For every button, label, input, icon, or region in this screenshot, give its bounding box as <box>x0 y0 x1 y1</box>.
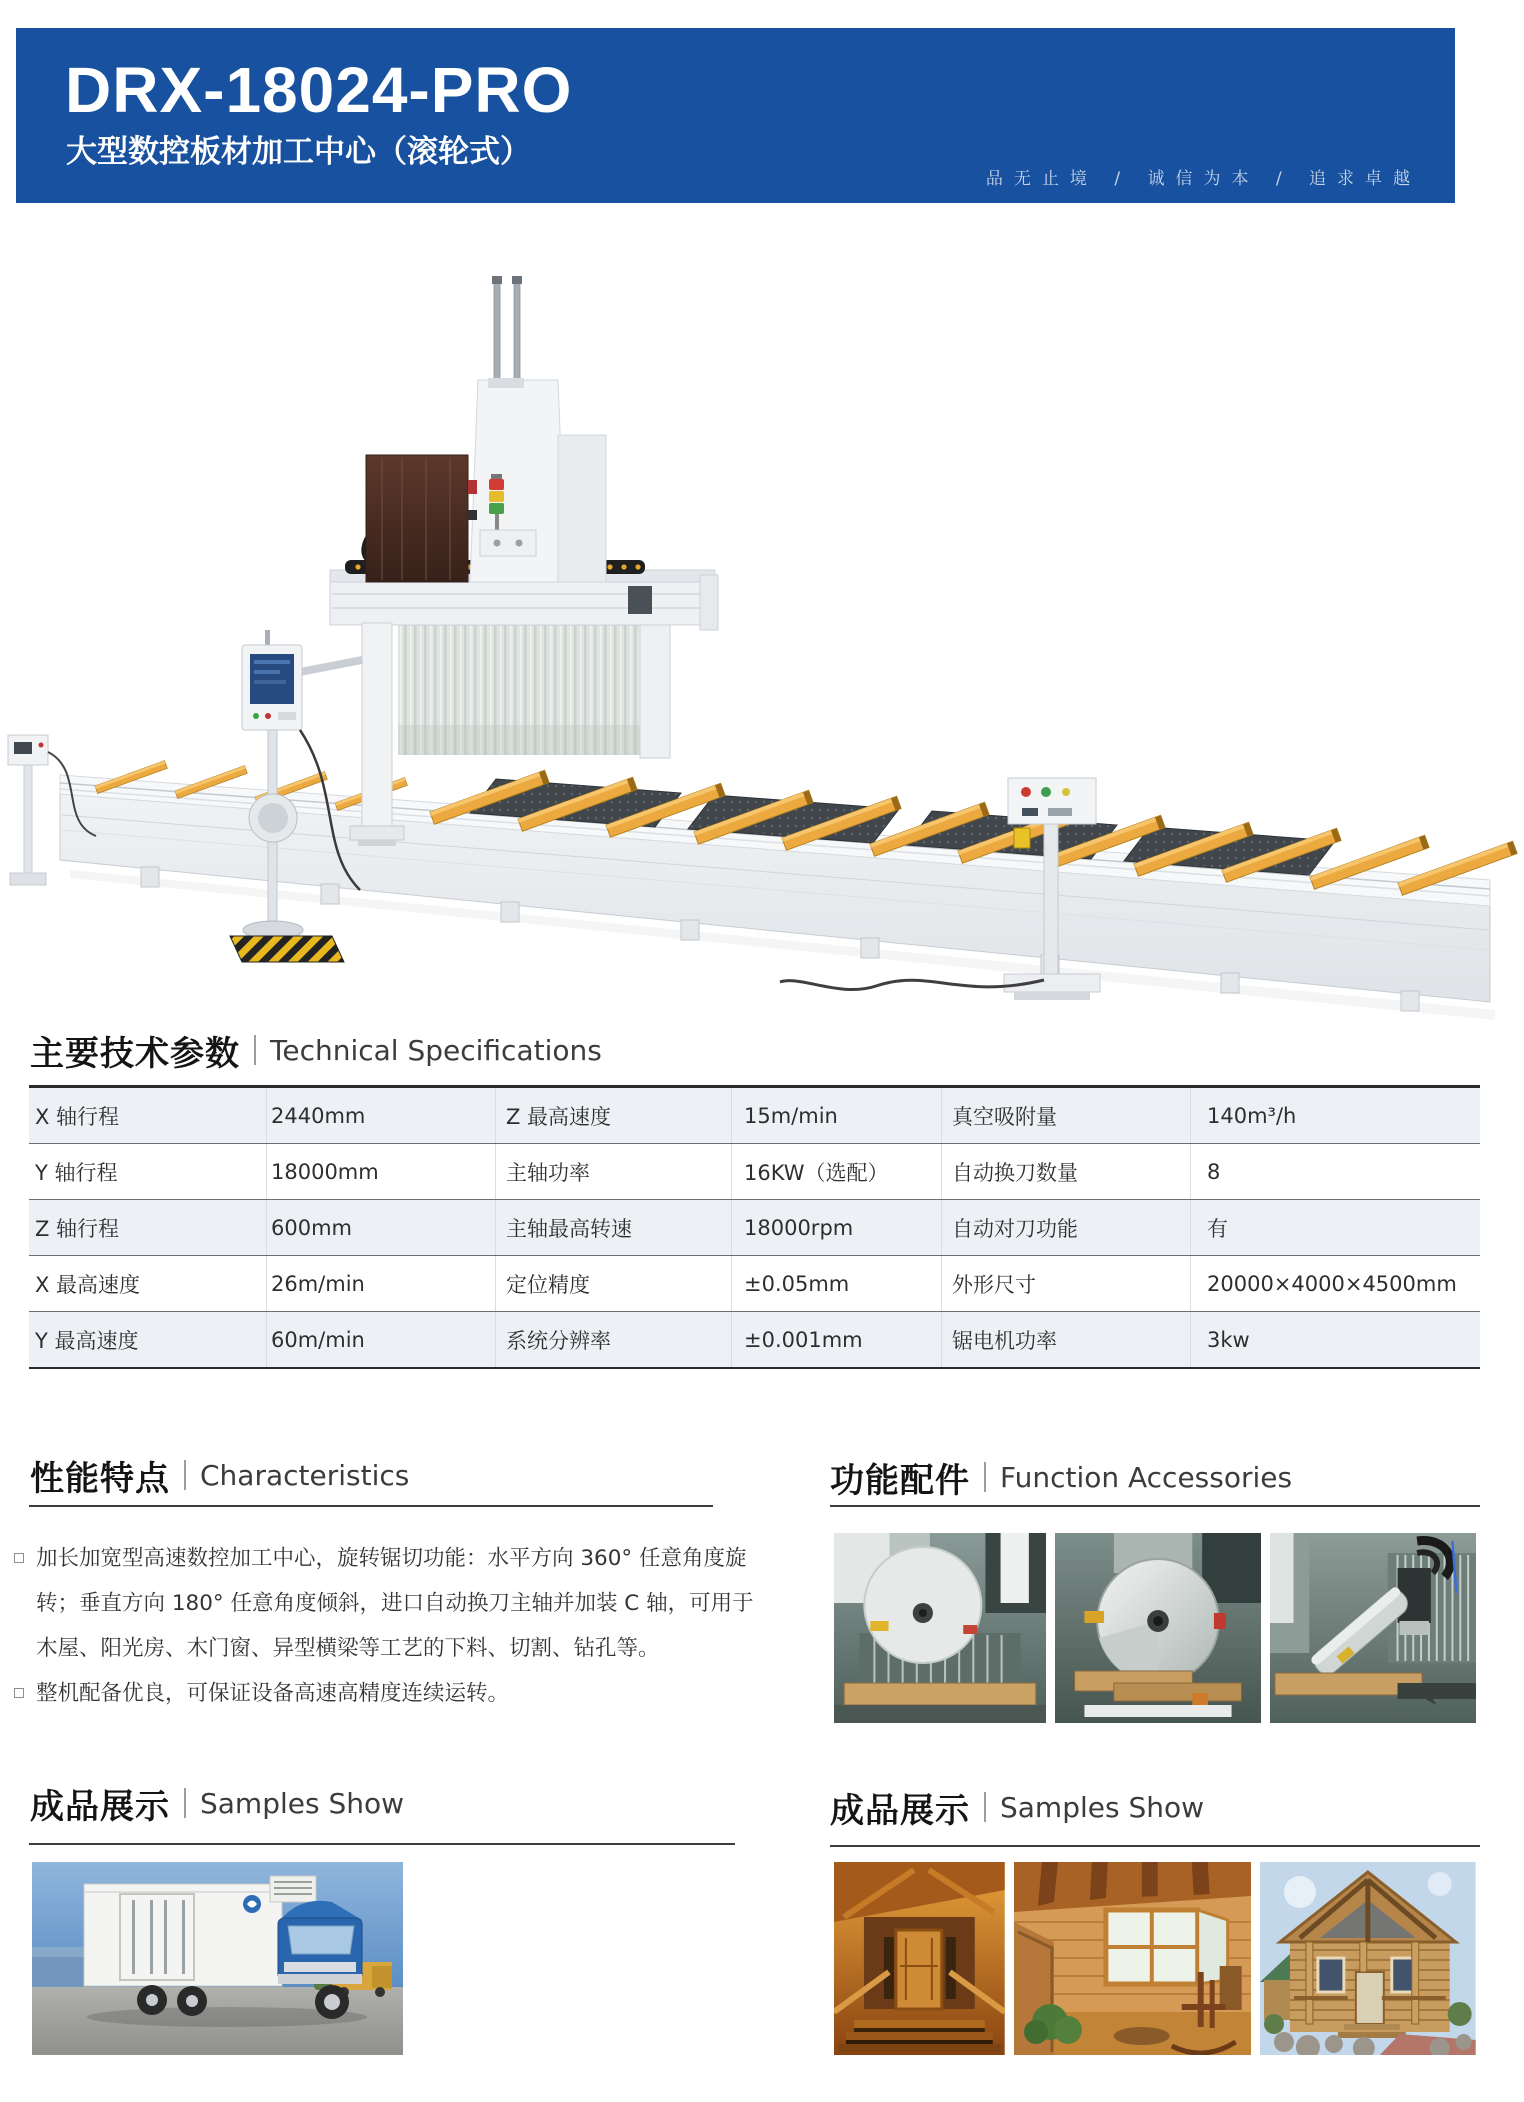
accessories-heading-en: Function Accessories <box>1000 1460 1293 1494</box>
specs-heading-zh: 主要技术参数 <box>30 1033 240 1074</box>
spec-value: 26m/min <box>266 1256 495 1311</box>
spec-label: 主轴最高转速 <box>495 1200 731 1255</box>
spec-label: Z 最高速度 <box>495 1088 731 1143</box>
characteristics-heading-zh: 性能特点 <box>30 1458 170 1499</box>
product-subtitle: 大型数控板材加工中心（滚轮式） <box>66 134 531 170</box>
spec-row-1 <box>29 1088 1480 1143</box>
sample-image-log-cabin-interior <box>1014 1862 1252 2055</box>
spec-value: 15m/min <box>731 1088 941 1143</box>
characteristics-list <box>14 1536 756 1716</box>
spec-row-5 <box>29 1311 1480 1367</box>
spec-label: 自动换刀数量 <box>941 1144 1190 1199</box>
spec-label: 自动对刀功能 <box>941 1200 1190 1255</box>
sample-image-timber-entrance <box>834 1862 1005 2055</box>
spec-value: 20000×4000×4500mm <box>1190 1256 1480 1311</box>
spec-label: 锯电机功率 <box>941 1312 1190 1367</box>
company-slogan: 品无止境 / 诚信为本 / 追求卓越 <box>985 169 1421 189</box>
machine-photo <box>0 230 1524 1030</box>
specs-heading-en: Technical Specifications <box>270 1033 602 1067</box>
spec-label: 外形尺寸 <box>941 1256 1190 1311</box>
samples-right-heading <box>830 1785 1204 1829</box>
accessory-image-horizontal-saw-unit <box>834 1533 1046 1723</box>
spec-label: 真空吸附量 <box>941 1088 1190 1143</box>
specs-heading <box>30 1028 602 1072</box>
samples-right-image-row <box>834 1862 1476 2055</box>
characteristic-item <box>14 1671 756 1716</box>
spec-value: 18000rpm <box>731 1200 941 1255</box>
spec-label: Y 最高速度 <box>35 1328 139 1353</box>
square-bullet-icon <box>14 1688 24 1698</box>
samples-left-heading-en: Samples Show <box>200 1786 405 1820</box>
characteristics-rule <box>29 1505 713 1507</box>
spec-value: 140m³/h <box>1190 1088 1480 1143</box>
spec-value: ±0.05mm <box>731 1256 941 1311</box>
samples-left-image-row <box>32 1862 403 2055</box>
spec-row-4 <box>29 1255 1480 1311</box>
accessory-image-tilted-saw-head <box>1270 1533 1476 1723</box>
spec-label: 系统分辨率 <box>495 1312 731 1367</box>
accessories-rule <box>830 1505 1480 1507</box>
spec-label: Y 轴行程 <box>35 1160 118 1185</box>
spec-label: Z 轴行程 <box>35 1216 120 1241</box>
samples-right-rule <box>830 1845 1480 1847</box>
spec-row-3 <box>29 1199 1480 1255</box>
spec-label: X 轴行程 <box>35 1104 120 1129</box>
spec-row-2 <box>29 1143 1480 1199</box>
spec-value: 600mm <box>266 1200 495 1255</box>
characteristic-text: 整机配备优良，可保证设备高速高精度连续运转。 <box>36 1681 510 1706</box>
characteristics-heading-en: Characteristics <box>200 1458 410 1492</box>
samples-right-heading-en: Samples Show <box>1000 1790 1205 1824</box>
accessory-image-vertical-saw-blade <box>1055 1533 1261 1723</box>
characteristic-text: 加长加宽型高速数控加工中心，旋转锯切功能：水平方向 360° 任意角度旋转；垂直方向 180° 任意角度倾斜，进口自动换刀主轴并加装 C 轴，可用于木屋、阳光房、木门窗、异型横梁等工艺的下料、切割、钻孔等。 <box>36 1546 754 1661</box>
samples-right-heading-zh: 成品展示 <box>830 1790 970 1831</box>
spec-value: 8 <box>1190 1144 1480 1199</box>
spec-value: 60m/min <box>266 1312 495 1367</box>
samples-left-rule <box>29 1843 735 1845</box>
cnc-machine-illustration <box>0 230 1524 1030</box>
samples-left-heading <box>30 1781 404 1825</box>
spec-value: ±0.001mm <box>731 1312 941 1367</box>
header-band <box>16 28 1455 203</box>
spec-label: X 最高速度 <box>35 1272 141 1297</box>
accessories-heading <box>830 1455 1292 1499</box>
characteristics-heading <box>30 1453 409 1497</box>
samples-left-heading-zh: 成品展示 <box>30 1786 170 1827</box>
spec-value: 有 <box>1190 1200 1480 1255</box>
spec-table <box>29 1085 1480 1369</box>
spec-value: 18000mm <box>266 1144 495 1199</box>
spec-value: 3kw <box>1190 1312 1480 1367</box>
sample-image-log-house-exterior <box>1260 1862 1476 2055</box>
heading-divider <box>184 1788 186 1818</box>
spec-label: 主轴功率 <box>495 1144 731 1199</box>
accessories-heading-zh: 功能配件 <box>830 1460 970 1501</box>
characteristic-item <box>14 1536 756 1671</box>
heading-divider <box>184 1460 186 1490</box>
spec-label: 定位精度 <box>495 1256 731 1311</box>
spec-value: 2440mm <box>266 1088 495 1143</box>
heading-divider <box>984 1462 986 1492</box>
accessories-image-row <box>834 1533 1476 1723</box>
heading-divider <box>254 1035 256 1065</box>
square-bullet-icon <box>14 1553 24 1563</box>
product-model-title: DRX-18024-PRO <box>65 54 573 126</box>
spec-value: 16KW（选配） <box>731 1144 941 1199</box>
sample-image-refrigerated-box-truck <box>32 1862 403 2055</box>
heading-divider <box>984 1792 986 1822</box>
